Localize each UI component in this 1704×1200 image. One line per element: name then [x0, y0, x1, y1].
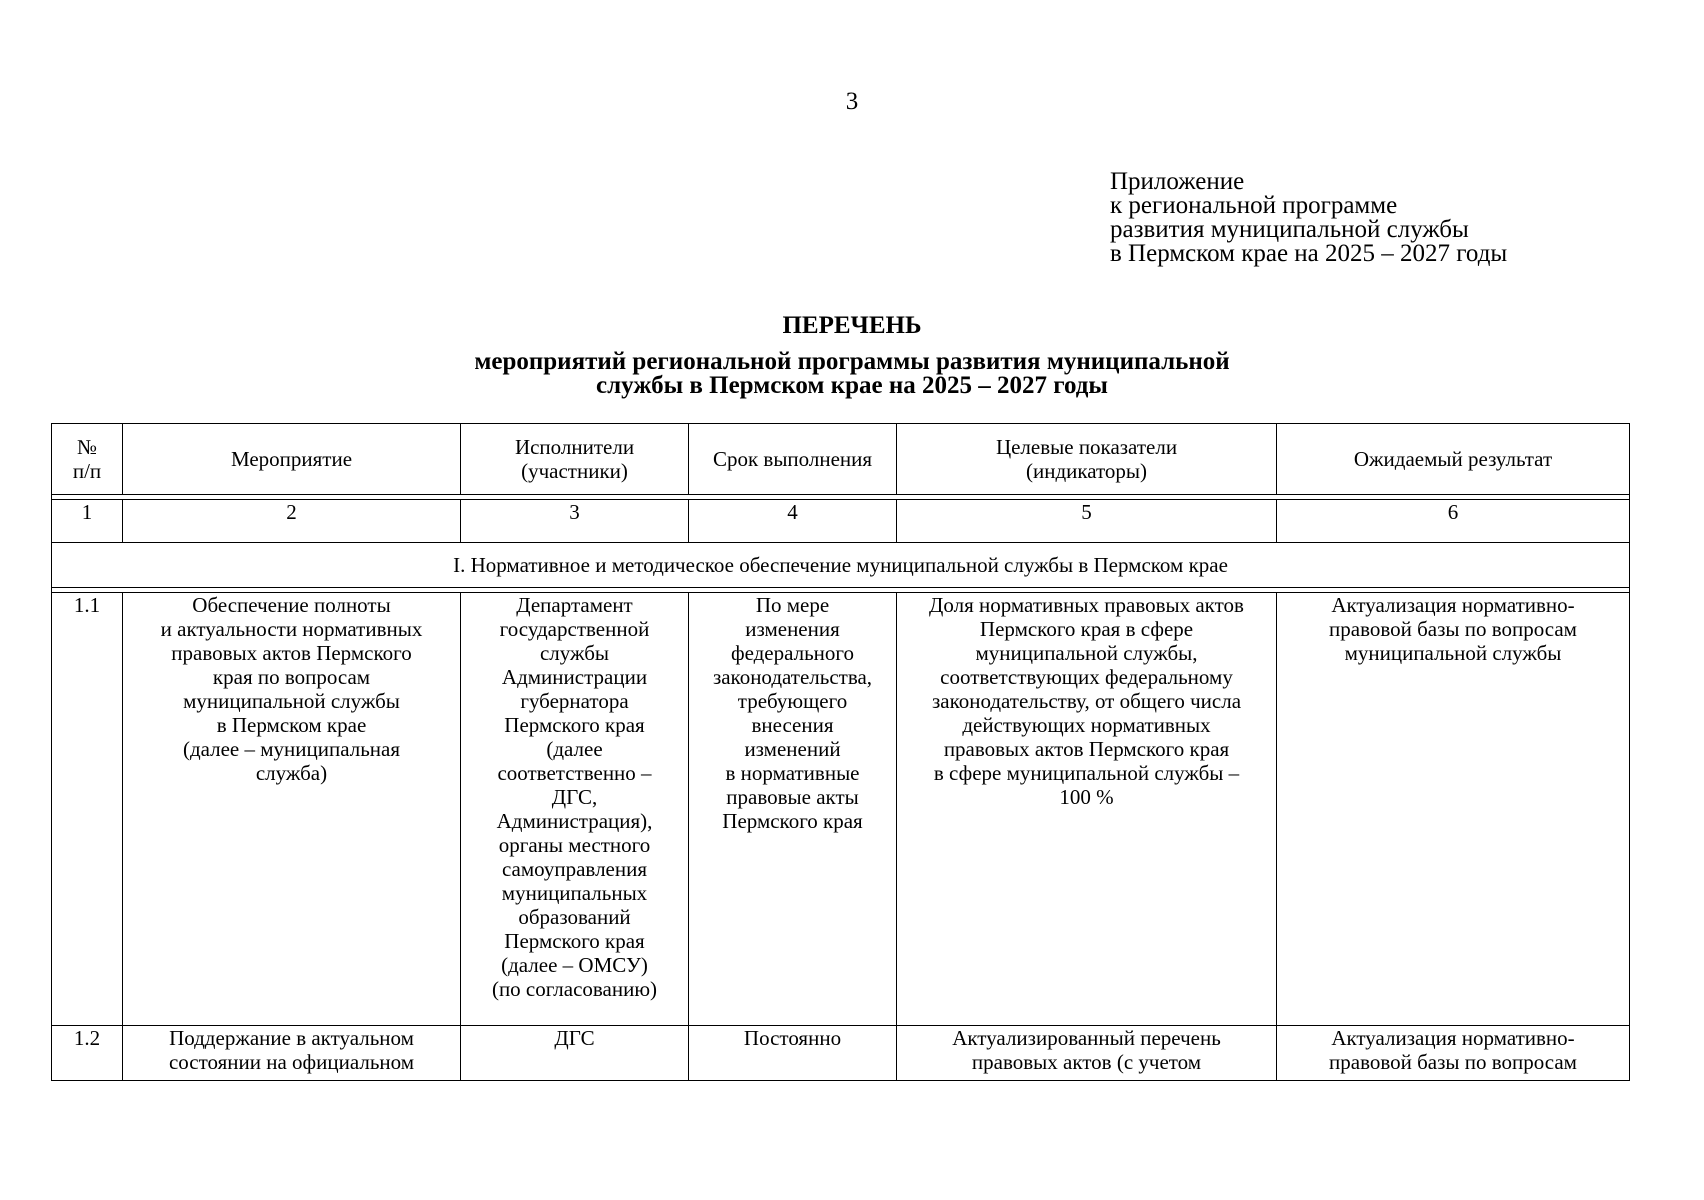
appendix-line: к региональной программе: [1110, 192, 1398, 219]
appendix-line: в Пермском крае на 2025 – 2027 годы: [1110, 240, 1508, 267]
row-number: 1.2: [52, 1026, 123, 1081]
row-result: Актуализация нормативно- правовой базы по вопросам муниципальной службы: [1277, 593, 1630, 1026]
column-number: 5: [897, 500, 1277, 543]
column-number: 2: [123, 500, 461, 543]
row-deadline: Постоянно: [689, 1026, 897, 1081]
header-cell-result: Ожидаемый результат: [1277, 424, 1630, 495]
section-row: [52, 543, 1630, 588]
column-number: 6: [1277, 500, 1630, 543]
row-result: Актуализация нормативно- правовой базы по вопросам: [1277, 1026, 1630, 1081]
subtitle-line-1: мероприятий региональной программы развития муниципальной: [474, 348, 1230, 375]
row-indicators: Актуализированный перечень правовых актов (с учетом: [897, 1026, 1277, 1081]
row-activity: Обеспечение полноты и актуальности нормативных правовых актов Пермского края по вопросам муниципальной службы в Пермском крае (далее – муниципальная служба): [123, 593, 461, 1026]
header-cell-deadline: Срок выполнения: [689, 424, 897, 495]
activities-table: [51, 423, 1630, 1081]
document-subtitle: [0, 350, 1704, 398]
header-cell-executors: Исполнители (участники): [461, 424, 689, 495]
column-number-row: [52, 500, 1630, 543]
document-title: ПЕРЕЧЕНЬ: [782, 312, 922, 339]
header-cell-indicators: Целевые показатели (индикаторы): [897, 424, 1277, 495]
appendix-line: Приложение: [1110, 168, 1245, 195]
section-title: I. Нормативное и методическое обеспечение муниципальной службы в Пермском крае: [52, 543, 1630, 588]
row-executors: ДГС: [461, 1026, 689, 1081]
row-indicators: Доля нормативных правовых актов Пермского края в сфере муниципальной службы, соответствующих федеральному законодательству, от общего числа действующих нормативных правовых актов Пермского края в сфере муниципальной службы – 100 %: [897, 593, 1277, 1026]
row-executors: Департамент государственной службы Администрации губернатора Пермского края (далее соответственно – ДГС, Администрация), органы местного самоуправления муниципальных образований Пермского края (далее – ОМСУ) (по согласованию): [461, 593, 689, 1026]
subtitle-line-2: службы в Пермском крае на 2025 – 2027 годы: [596, 372, 1108, 399]
header-cell-activity: Мероприятие: [123, 424, 461, 495]
column-number: 4: [689, 500, 897, 543]
table-header-row: [52, 424, 1630, 495]
row-deadline: По мере изменения федерального законодательства, требующего внесения изменений в нормативные правовые акты Пермского края: [689, 593, 897, 1026]
row-activity: Поддержание в актуальном состоянии на официальном: [123, 1026, 461, 1081]
column-number: 3: [461, 500, 689, 543]
table-row: [52, 593, 1630, 1026]
table-row: [52, 1026, 1630, 1081]
appendix-note: [1110, 170, 1507, 266]
column-number: 1: [52, 500, 123, 543]
appendix-line: развития муниципальной службы: [1110, 216, 1469, 243]
row-number: 1.1: [52, 593, 123, 1026]
page-number: 3: [845, 88, 859, 115]
header-cell-number: № п/п: [52, 424, 123, 495]
